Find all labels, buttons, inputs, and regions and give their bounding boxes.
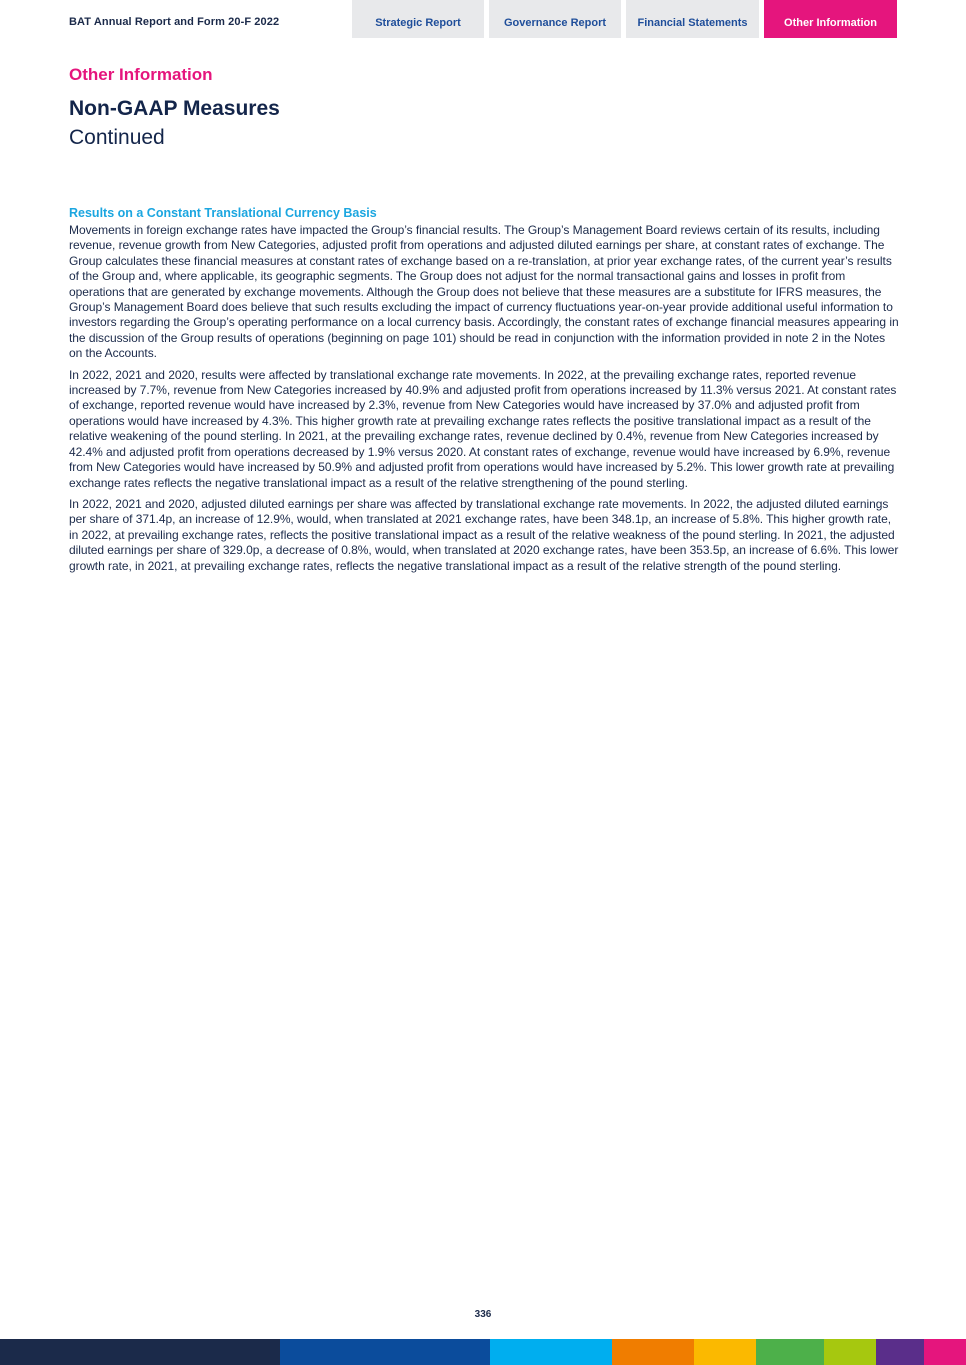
color-segment xyxy=(924,1339,966,1365)
tab-financial-statements[interactable]: Financial Statements xyxy=(626,0,759,38)
section-label: Other Information xyxy=(69,65,213,84)
paragraph: In 2022, 2021 and 2020, adjusted diluted earnings per share was affected by translational exchange rate movements. In 2022, the adjusted diluted earnings per share of 371.4p, an increase of 12.9%, would, when translated at 2021 exchange rates, have been 348.1p, an increase of 5.8%. This higher growth rate, in 2022, at prevailing exchange rates, reflects the positive translational impact as a result of the relative weakness of the pound sterling. In 2021, the adjusted diluted earnings per share of 329.0p, a decrease of 0.8%, would, when translated at 2020 exchange rates, have been 353.5p, an increase of 6.6%. This lower growth rate, in 2021, at prevailing exchange rates, reflects the negative translational impact as a result of the relative strength of the pound sterling. xyxy=(69,496,899,573)
color-segment xyxy=(756,1339,824,1365)
color-segment xyxy=(694,1339,756,1365)
tab-strategic-report[interactable]: Strategic Report xyxy=(352,0,484,38)
paragraph: Movements in foreign exchange rates have impacted the Group’s financial results. The Group’s Management Board reviews certain of its results, including revenue, revenue growth from New Categories, adjusted profit from operations and adjusted diluted earnings per share, at constant rates of exchange. The Group calculates these financial measures at constant rates of exchange based on a re-translation, at prior year exchange rates, of the current year’s results of the Group and, where applicable, its geographic segments. The Group does not adjust for the normal transactional gains and losses in profit from operations that are generated by exchange movements. Although the Group does not believe that these measures are a substitute for IFRS measures, the Group’s Management Board does believe that such results excluding the impact of currency fluctuations year-on-year provide additional useful information to investors regarding the Group’s operating performance on a local currency basis. Accordingly, the constant rates of exchange financial measures appearing in the discussion of the Group results of operations (beginning on page 101) should be read in conjunction with the information provided in note 2 in the Notes on the Accounts. xyxy=(69,223,899,361)
color-segment xyxy=(490,1339,612,1365)
section-heading: Results on a Constant Translational Currency Basis xyxy=(69,206,377,220)
page-title: Non-GAAP Measures xyxy=(69,97,280,120)
page-subtitle: Continued xyxy=(69,126,165,149)
color-segment xyxy=(612,1339,694,1365)
tab-governance-report[interactable]: Governance Report xyxy=(489,0,621,38)
color-segment xyxy=(876,1339,924,1365)
footer-color-strip xyxy=(0,1339,966,1365)
page-number: 336 xyxy=(474,1309,492,1320)
report-title: BAT Annual Report and Form 20-F 2022 xyxy=(69,16,280,28)
paragraph: In 2022, 2021 and 2020, results were affected by translational exchange rate movements. In 2022, at the prevailing exchange rates, reported revenue increased by 7.7%, revenue from New Categories increased by 40.9% and adjusted profit from operations increased by 11.3% versus 2021. At constant rates of exchange, reported revenue would have increased by 2.3%, revenue from New Categories would have increased by 37.0% and adjusted profit from operations would have increased by 4.3%. This higher growth rate at prevailing exchange rates reflects the positive translational impact as a result of the relative weakening of the pound sterling. In 2021, at the prevailing exchange rates, revenue declined by 0.4%, revenue from New Categories increased by 42.4% and adjusted profit from operations decreased by 1.9% versus 2020. At constant rates of exchange, revenue would have increased by 6.9%, revenue from New Categories would have increased by 50.9% and adjusted profit from operations would have increased by 5.2%. This lower growth rate at prevailing exchange rates reflects the negative translational impact as a result of the relative strengthening of the pound sterling. xyxy=(69,367,897,490)
top-navigation-bar xyxy=(0,0,966,38)
tab-other-information[interactable]: Other Information xyxy=(764,0,897,38)
main-content xyxy=(69,205,901,580)
color-segment xyxy=(280,1339,490,1365)
color-segment xyxy=(824,1339,876,1365)
color-segment xyxy=(0,1339,280,1365)
